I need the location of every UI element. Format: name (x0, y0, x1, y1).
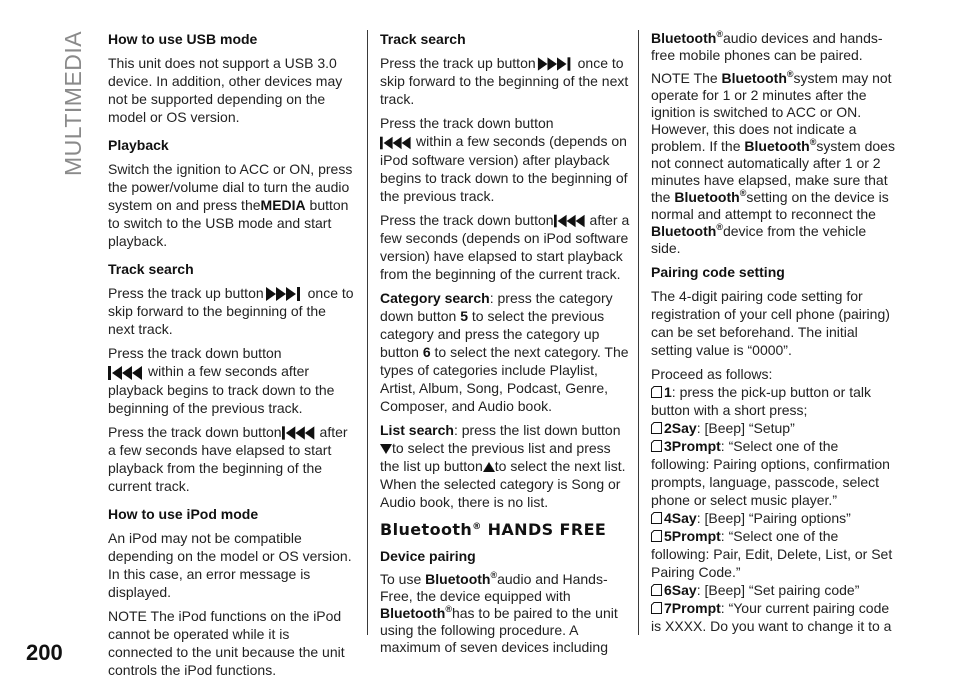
track-down-late-paragraph (380, 211, 630, 283)
step-label: 2Say (664, 420, 697, 436)
track-up-paragraph (108, 284, 356, 338)
step-marker-icon (651, 386, 662, 398)
step-marker-icon (651, 422, 662, 434)
playback-paragraph (108, 160, 356, 250)
track-down-paragraph (380, 114, 630, 204)
step-marker-icon (651, 512, 662, 524)
bluetooth-word: Bluetooth (380, 604, 446, 621)
paragraph-text: has to be paired to the unit using the following procedure. A maximum of seven devices including (380, 604, 618, 655)
step-label: 6Say (664, 582, 697, 598)
paragraph-text: after a few seconds (depends on iPod software version) have elapsed to start playback from the beginning of the current track. (380, 211, 630, 282)
paragraph-text: audio devices and hands-free mobile phones can be paired. (651, 30, 883, 63)
paragraph-text: Press the track down button (108, 345, 282, 362)
step-text: : press the pick-up button or talk button with a short press; (651, 384, 872, 418)
bluetooth-word: Bluetooth (651, 30, 717, 46)
step-label: 1 (664, 384, 672, 400)
track-up-icon (536, 56, 578, 72)
paragraph-text: to select the next category. The types of categories include Playlist, Artist, Album, Song, Podcast, Genre, Composer, and Audio book. (380, 343, 629, 414)
paragraph-text: to select the next list. When the selected category is Song or Audio book, there is no list. (380, 457, 626, 510)
bluetooth-word: Bluetooth (744, 138, 810, 154)
steps-list (651, 383, 899, 635)
heading-text: HANDS FREE (487, 519, 607, 539)
track-down-late-paragraph (108, 423, 356, 495)
step-text: : “Your current pairing code is XXXX. Do you want to change it to a (651, 600, 892, 634)
registered-mark: ® (786, 69, 794, 79)
track-down-icon (282, 425, 320, 441)
triangle-down-icon (380, 443, 392, 455)
step-text: : “Select one of the following: Pairing options, confirmation prompts, language, passcode, select phone or select music player.” (651, 438, 890, 508)
step-item (651, 527, 899, 581)
section-side-label-text: MULTIMEDIA (60, 30, 86, 176)
paragraph-text: : press the category down button (380, 289, 613, 324)
bluetooth-note-paragraph (651, 70, 899, 257)
paragraph-text: setting on the device is normal and attempt to reconnect the (651, 189, 889, 222)
bluetooth-word: Bluetooth (651, 223, 717, 239)
step-marker-icon (651, 584, 662, 596)
proceed-paragraph: Proceed as follows: (651, 366, 773, 382)
paragraph-text: to select the previous category and press the category up button (380, 307, 605, 360)
pairing-code-paragraph: The 4-digit pairing code setting for registration of your cell phone (pairing) can be set beforehand. The initial setting value is “0000”. (651, 288, 890, 358)
paragraph-text: audio and Hands-Free, the device equipped with (380, 570, 608, 604)
paragraph-text: : press the list down button (453, 421, 621, 438)
step-label: 3Prompt (664, 438, 721, 454)
bluetooth-word: Bluetooth (674, 189, 740, 205)
step-label: 7Prompt (664, 600, 721, 616)
column-1 (108, 30, 356, 679)
bluetooth-word: Bluetooth (425, 570, 491, 587)
registered-mark: ® (716, 29, 723, 39)
column-2 (380, 30, 630, 656)
step-item (651, 509, 899, 527)
step-marker-icon (651, 602, 662, 614)
paragraph-text: Press the track up button (380, 55, 536, 71)
pairing-code-heading: Pairing code setting (651, 264, 785, 280)
track-search-heading: Track search (108, 261, 194, 277)
paragraph-text: Press the track up button (108, 285, 264, 301)
column-divider (367, 30, 368, 635)
category-search-paragraph (380, 289, 630, 415)
step-label: 4Say (664, 510, 697, 526)
step-item (651, 581, 899, 599)
registered-mark: ® (716, 222, 723, 232)
step-marker-icon (651, 440, 662, 452)
track-down-icon (554, 213, 590, 229)
ipod-mode-heading: How to use iPod mode (108, 505, 259, 522)
step-item (651, 383, 899, 419)
button-number-5: 5 (460, 307, 468, 324)
step-item (651, 437, 899, 509)
step-marker-icon (651, 530, 662, 542)
step-text: : [Beep] “Pairing options” (696, 510, 851, 526)
usb-mode-heading: How to use USB mode (108, 31, 258, 47)
media-button-label: MEDIA (260, 197, 306, 213)
usb-mode-paragraph: This unit does not support a USB 3.0 device. In addition, other devices may not be supported depending on the model or OS version. (108, 55, 343, 125)
device-pairing-paragraph (380, 571, 630, 656)
category-search-label: Category search (380, 289, 490, 306)
bluetooth-hands-free-heading (380, 519, 630, 541)
paragraph-text: To use (380, 570, 422, 587)
step-text: : “Select one of the following: Pair, Edit, Delete, List, or Set Pairing Code.” (651, 528, 893, 580)
step-item (651, 419, 899, 437)
paragraph-text: system does not connect automatically after 1 or 2 minutes have elapsed, make sure that the (651, 138, 895, 205)
step-item (651, 599, 899, 635)
ipod-note-paragraph: NOTE The iPod functions on the iPod cannot be operated while it is connected to the unit because the unit controls the iPod functions. (108, 607, 345, 678)
step-text: : [Beep] “Setup” (696, 420, 795, 436)
list-search-label: List search (380, 421, 454, 438)
step-label: 5Prompt (664, 528, 721, 544)
paragraph-text: Press the track down button (108, 423, 282, 440)
paragraph-text: Press the track down button (380, 211, 554, 228)
registered-mark: ® (472, 521, 482, 532)
bluetooth-intro-paragraph (651, 30, 899, 64)
device-pairing-heading: Device pairing (380, 547, 476, 564)
track-down-paragraph (108, 344, 356, 416)
registered-mark: ® (739, 188, 747, 198)
registered-mark: ® (490, 569, 498, 580)
paragraph-text: to select the previous list and press the list up button (380, 439, 611, 474)
paragraph-text: once to skip forward to the beginning of the next track. (380, 55, 629, 108)
playback-heading: Playback (108, 137, 169, 153)
paragraph-text: within a few seconds (depends on iPod software version) after playback begins to track down to the beginning of the previous track. (380, 133, 628, 204)
ipod-mode-paragraph: An iPod may not be compatible depending on the model or OS version. In this case, an error message is displayed. (108, 529, 352, 600)
paragraph-text: Press the track down button (380, 115, 554, 132)
button-number-6: 6 (422, 343, 431, 360)
track-down-icon (380, 135, 416, 151)
paragraph-text: device from the vehicle side. (651, 223, 867, 256)
registered-mark: ® (445, 603, 452, 614)
paragraph-text: NOTE The (651, 70, 718, 86)
paragraph-text: within a few seconds after playback begins to track down to the beginning of the previous track. (108, 363, 335, 416)
registered-mark: ® (809, 137, 817, 147)
triangle-up-icon (483, 461, 495, 473)
bluetooth-word: Bluetooth (721, 70, 787, 86)
track-up-icon (264, 286, 308, 302)
paragraph-text: after a few seconds have elapsed to start playback from the beginning of the current track. (108, 423, 348, 494)
playback-text: Switch the ignition to ACC or ON, press the power/volume dial to turn the audio system on and press the (108, 161, 353, 213)
column-3 (651, 30, 899, 635)
list-search-paragraph (380, 421, 630, 511)
page-number: 200 (26, 640, 63, 665)
track-down-icon (108, 365, 148, 381)
track-search-heading: Track search (380, 31, 466, 47)
column-divider (638, 30, 639, 635)
heading-text: Bluetooth (380, 519, 473, 539)
step-text: : [Beep] “Set pairing code” (696, 582, 860, 598)
playback-text: button to switch to the USB mode and start playback. (108, 197, 349, 249)
section-side-label (56, 30, 86, 180)
track-up-paragraph (380, 54, 630, 108)
paragraph-text: system may not operate for 1 or 2 minutes after the ignition is switched to ACC or ON. However, this does not indicate a problem. If the (651, 70, 892, 154)
paragraph-text: once to skip forward to the beginning of the next track. (108, 285, 354, 338)
